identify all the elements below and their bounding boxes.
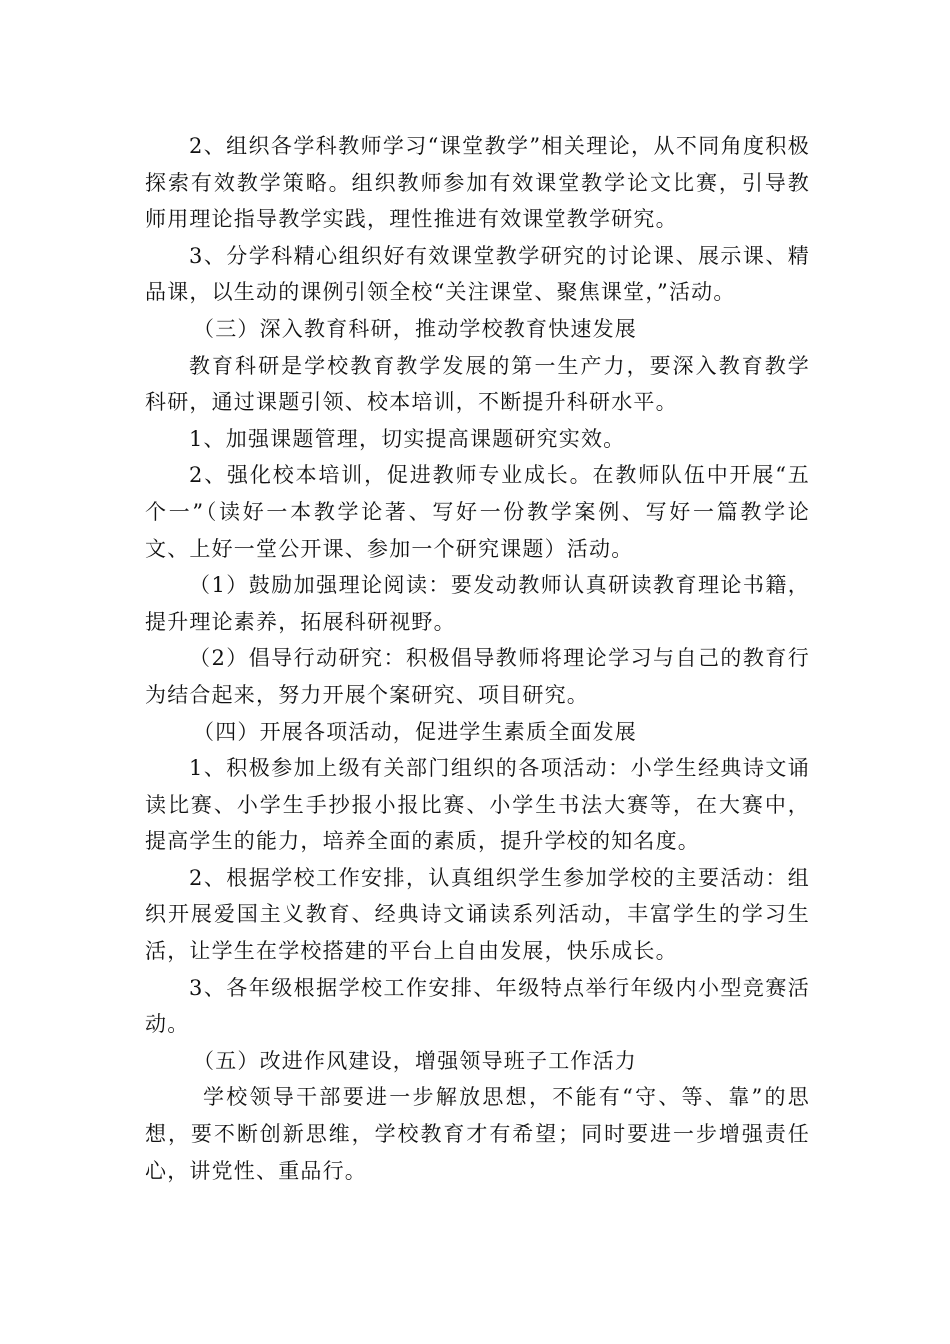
- paragraph-competitions: 1、积极参加上级有关部门组织的各项活动：小学生经典诗文诵读比赛、小学生手抄报小报比赛、小学生书法大赛等，在大赛中，提高学生的能力，培养全面的素质，提升学校的知名度。: [145, 756, 810, 854]
- paragraph-subject-lessons: 3、分学科精心组织好有效课堂教学研究的讨论课、展示课、精品课，以生动的课例引领全校“关注课堂、聚焦课堂，”活动。: [145, 243, 810, 305]
- document-page: [145, 128, 810, 1189]
- paragraph-leadership: 学校领导干部要进一步解放思想，不能有“守、等、靠”的思想，要不断创新思维，学校教育才有希望；同时要进一步增强责任心，讲党性、重品行。: [145, 1085, 810, 1183]
- paragraph-school-activities: 2、根据学校工作安排，认真组织学生参加学校的主要活动：组织开展爱国主义教育、经典诗文诵读系列活动，丰富学生的学习生活，让学生在学校搭建的平台上自由发展，快乐成长。: [145, 865, 810, 964]
- paragraph-action-research: （2）倡导行动研究：积极倡导教师将理论学习与自己的教育行为结合起来，努力开展个案研究、项目研究。: [145, 646, 810, 707]
- paragraph-grade-contests: 3、各年级根据学校工作安排、年级特点举行年级内小型竞赛活动。: [145, 975, 810, 1037]
- paragraph-theory-reading: （1）鼓励加强理论阅读：要发动教师认真研读教育理论书籍，提升理论素养，拓展科研视野。: [145, 573, 810, 634]
- section-heading-3: （三）深入教育科研，推动学校教育快速发展: [193, 316, 637, 341]
- paragraph-school-training: 2、强化校本培训，促进教师专业成长。在教师队伍中开展“五个一”（读好一本教学论著、写好一份教学案例、写好一篇教学论文、上好一堂公开课、参加一个研究课题）活动。: [145, 463, 810, 561]
- paragraph-research-intro: 教育科研是学校教育教学发展的第一生产力，要深入教育教学科研，通过课题引领、校本培训，不断提升科研水平。: [145, 353, 810, 415]
- paragraph-topic-management: 1、加强课题管理，切实提高课题研究实效。: [189, 426, 626, 451]
- section-heading-4: （四）开展各项活动，促进学生素质全面发展: [193, 719, 637, 744]
- paragraph-teacher-study: 2、组织各学科教师学习“课堂教学”相关理论，从不同角度积极探索有效教学策略。组织教师参加有效课堂教学论文比赛，引导教师用理论指导教学实践，理性推进有效课堂教学研究。: [145, 134, 810, 232]
- section-heading-5: （五）改进作风建设，增强领导班子工作活力: [193, 1048, 637, 1073]
